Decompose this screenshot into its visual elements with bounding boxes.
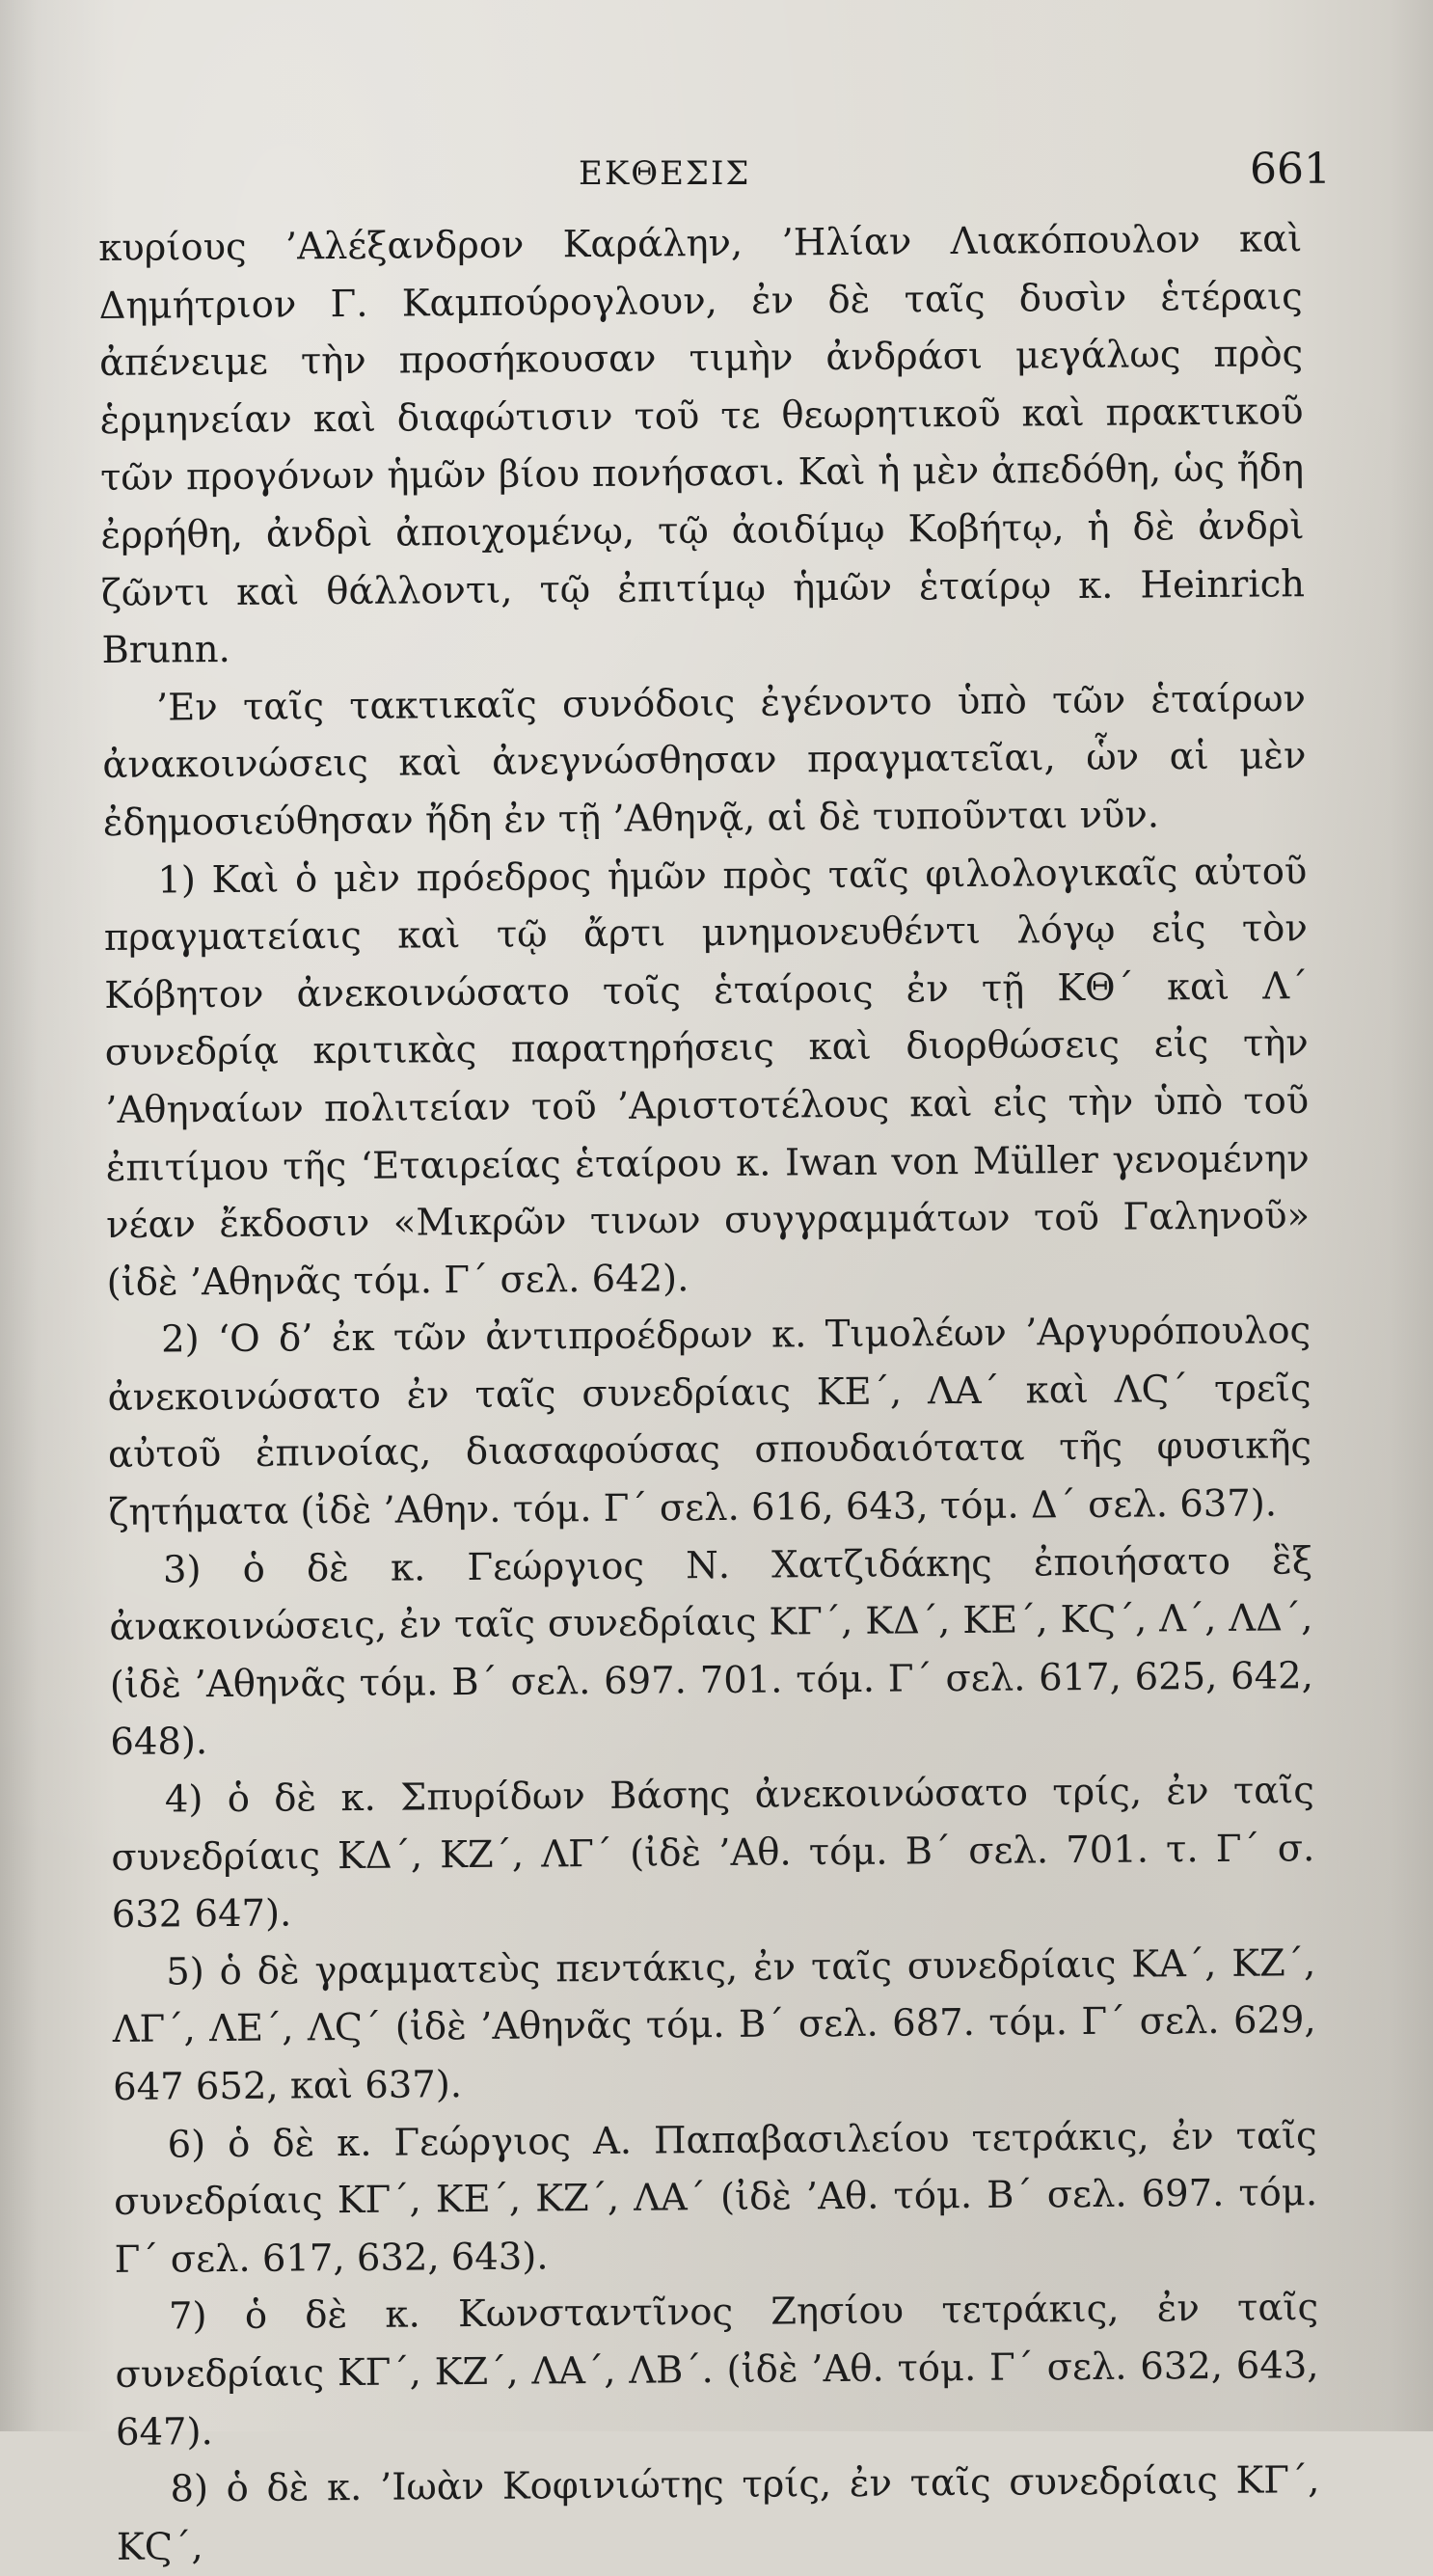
paragraph: ’Εν ταῖς τακτικαῖς συνόδοις ἐγένοντο ὑπὸ τῶν ἑταίρων ἀνακοινώσεις καὶ ἀνεγνώσθησαν πραγματεῖαι, ὧν αἱ μὲν ἐδημοσιεύθησαν ἤδη ἐν τῇ ’Αθηνᾷ, αἱ δὲ τυποῦνται νῦν.: [102, 676, 1307, 845]
page-number: 661: [1250, 145, 1331, 194]
body-text: [98, 210, 1320, 2576]
running-head: ΕΚΘΕΣΙΣ: [579, 154, 751, 193]
list-item: 5) ὁ δὲ γραμματεὺς πεντάκις, ἐν ταῖς συνεδρίαις ΚΑ΄, ΚΖ΄, ΛΓ΄, ΛΕ΄, ΛϚ΄ (ἰδὲ ’Αθηνᾶς τόμ. Β΄ σελ. 687. τόμ. Γ΄ σελ. 629, 647 652, καὶ 637).: [112, 1940, 1316, 2109]
list-item: 4) ὁ δὲ κ. Σπυρίδων Βάσης ἀνεκοινώσατο τρίς, ἐν ταῖς συνεδρίαις ΚΔ΄, ΚΖ΄, ΛΓ΄ (ἰδὲ ’Αθ. τόμ. Β΄ σελ. 701. τ. Γ΄ σ. 632 647).: [111, 1769, 1315, 1938]
list-item: 7) ὁ δὲ κ. Κωνσταντῖνος Ζησίου τετράκις, ἐν ταῖς συνεδρίαις ΚΓ΄, ΚΖ΄, ΛΑ΄, ΛΒ΄. (ἰδὲ ’Αθ. τόμ. Γ΄ σελ. 632, 643, 647).: [115, 2286, 1319, 2454]
page-header: [96, 145, 1389, 203]
list-item: 2) ‘Ο δ’ ἐκ τῶν ἀντιπροέδρων κ. Τιμολέων ’Αργυρόπουλος ἀνεκοινώσατο ἐν ταῖς συνεδρίαις ΚΕ΄, ΛΑ΄ καὶ ΛϚ΄ τρεῖς αὐτοῦ ἐπινοίας, διασαφούσας σπουδαιότατα τῆς φυσικῆς ζητήματα (ἰδὲ ’Αθην. τόμ. Γ΄ σελ. 616, 643, τόμ. Δ΄ σελ. 637).: [107, 1309, 1312, 1535]
list-item: 1) Καὶ ὁ μὲν πρόεδρος ἡμῶν πρὸς ταῖς φιλολογικαῖς αὐτοῦ πραγματείαις καὶ τῷ ἄρτι μνημονευθέντι λόγῳ εἰς τὸν Κόβητον ἀνεκοινώσατο τοῖς ἑταίροις ἐν τῇ ΚΘ΄ καὶ Λ΄ συνεδρίᾳ κριτικὰς παρατηρήσεις καὶ διορθώσεις εἰς τὴν ’Αθηναίων πολιτείαν τοῦ ’Αριστοτέλους καὶ εἰς τὴν ὑπὸ τοῦ ἐπιτίμου τῆς ‘Εταιρείας ἑταίρου κ. Iwan von Müller γενομένην νέαν ἔκδοσιν «Μικρῶν τινων συγγραμμάτων τοῦ Γαληνοῦ» (ἰδὲ ’Αθηνᾶς τόμ. Γ΄ σελ. 642).: [103, 849, 1311, 1305]
list-item: 8) ὁ δὲ κ. ’Ιωὰν Κοφινιώτης τρίς, ἐν ταῖς συνεδρίαις ΚΓ΄, ΚϚ΄,: [116, 2458, 1320, 2569]
paragraph: κυρίους ’Αλέξανδρον Καράλην, ’Ηλίαν Λιακόπουλον καὶ Δημήτριον Γ. Καμπούρογλουν, ἐν δὲ ταῖς δυσὶν ἑτέραις ἀπένειμε τὴν προσήκουσαν τιμὴν ἀνδράσι μεγάλως πρὸς ἑρμηνείαν καὶ διαφώτισιν τοῦ τε θεωρητικοῦ καὶ πρακτικοῦ τῶν προγόνων ἡμῶν βίου πονήσασι. Καὶ ἡ μὲν ἀπεδόθη, ὡς ἤδη ἐρρήθη, ἀνδρὶ ἀποιχομένῳ, τῷ ἀοιδίμῳ Κοβήτῳ, ἡ δὲ ἀνδρὶ ζῶντι καὶ θάλλοντι, τῷ ἐπιτίμῳ ἡμῶν ἑταίρῳ κ. Heinrich Brunn.: [98, 217, 1306, 673]
list-item: 3) ὁ δὲ κ. Γεώργιος Ν. Χατζιδάκης ἐποιήσατο ἓξ ἀνακοινώσεις, ἐν ταῖς συνεδρίαις ΚΓ΄, ΚΔ΄, ΚΕ΄, ΚϚ΄, Λ΄, ΛΔ΄, (ἰδὲ ’Αθηνᾶς τόμ. Β΄ σελ. 697. 701. τόμ. Γ΄ σελ. 617, 625, 642, 648).: [109, 1538, 1314, 1765]
list-item: 6) ὁ δὲ κ. Γεώργιος Α. Παπαβασιλείου τετράκις, ἐν ταῖς συνεδρίαις ΚΓ΄, ΚΕ΄, ΚΖ΄, ΛΑ΄ (ἰδὲ ’Αθ. τόμ. Β΄ σελ. 697. τόμ. Γ΄ σελ. 617, 632, 643).: [113, 2113, 1318, 2282]
